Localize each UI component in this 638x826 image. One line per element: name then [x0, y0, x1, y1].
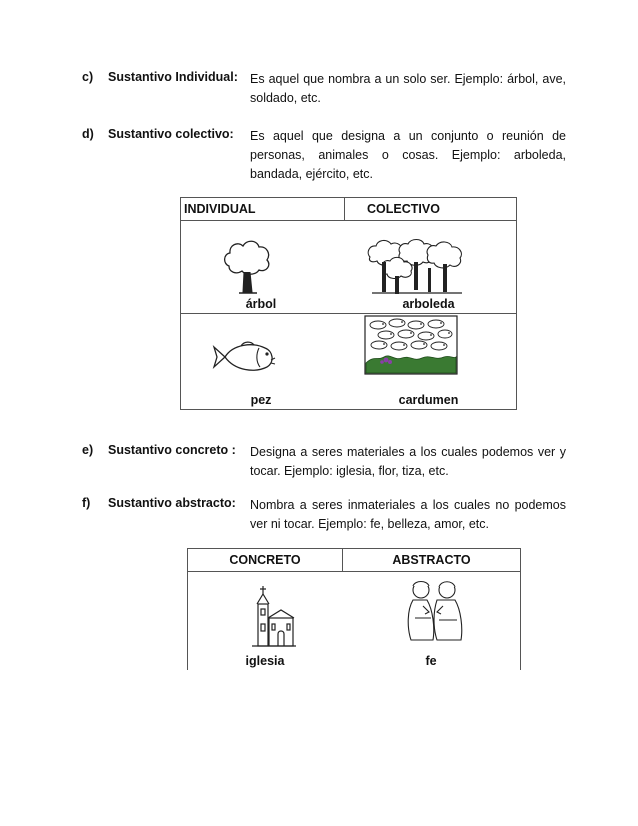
caption-cardumen: cardumen	[398, 393, 459, 407]
caption-arboleda: arboleda	[402, 297, 455, 311]
definition-marker: c)	[82, 70, 94, 84]
definition-term: Sustantivo Individual:	[108, 70, 238, 84]
caption-iglesia: iglesia	[245, 654, 285, 668]
definition-marker: f)	[82, 496, 91, 510]
header-abstracto: ABSTRACTO	[343, 549, 521, 572]
definition-text: Es aquel que nombra a un solo ser. Ejemplo: árbol, ave, soldado, etc.	[250, 72, 566, 105]
definition-text: Es aquel que designa a un conjunto o reunión de personas, animales o cosas. Ejemplo: arboleda, bandada, ejército, etc.	[250, 129, 566, 181]
header-individual: INDIVIDUAL	[181, 198, 345, 221]
definition-marker: e)	[82, 443, 94, 457]
table-row	[188, 572, 521, 671]
definition-text: Designa a seres materiales a los cuales podemos ver y tocar. Ejemplo: iglesia, flor, tiza, etc.	[250, 445, 566, 478]
caption-pez: pez	[250, 393, 272, 407]
fish-icon	[211, 338, 277, 376]
definition-text: Nombra a seres inmateriales a los cuales no podemos ver ni tocar. Ejemplo: fe, belleza, amor, etc.	[250, 498, 566, 531]
grove-icon	[366, 235, 466, 299]
school-of-fish-icon	[364, 315, 458, 375]
definition-marker: d)	[82, 127, 94, 141]
table-row	[181, 221, 517, 314]
caption-fe: fe	[425, 654, 437, 668]
tree-icon	[221, 236, 273, 298]
church-icon	[248, 582, 298, 650]
definition-term: Sustantivo concreto :	[108, 443, 236, 457]
header-colectivo: COLECTIVO	[345, 198, 517, 221]
definition-term: Sustantivo colectivo:	[108, 127, 234, 141]
table-row	[181, 314, 517, 410]
definition-colectivo	[82, 127, 566, 184]
definition-term: Sustantivo abstracto:	[108, 496, 236, 510]
definition-individual	[82, 70, 566, 108]
individual-colectivo-table	[180, 197, 517, 410]
caption-arbol: árbol	[245, 297, 277, 311]
concreto-abstracto-table	[187, 548, 521, 670]
header-concreto: CONCRETO	[188, 549, 343, 572]
definition-concreto	[82, 443, 566, 481]
definition-abstracto	[82, 496, 566, 534]
praying-children-icon	[401, 578, 467, 648]
